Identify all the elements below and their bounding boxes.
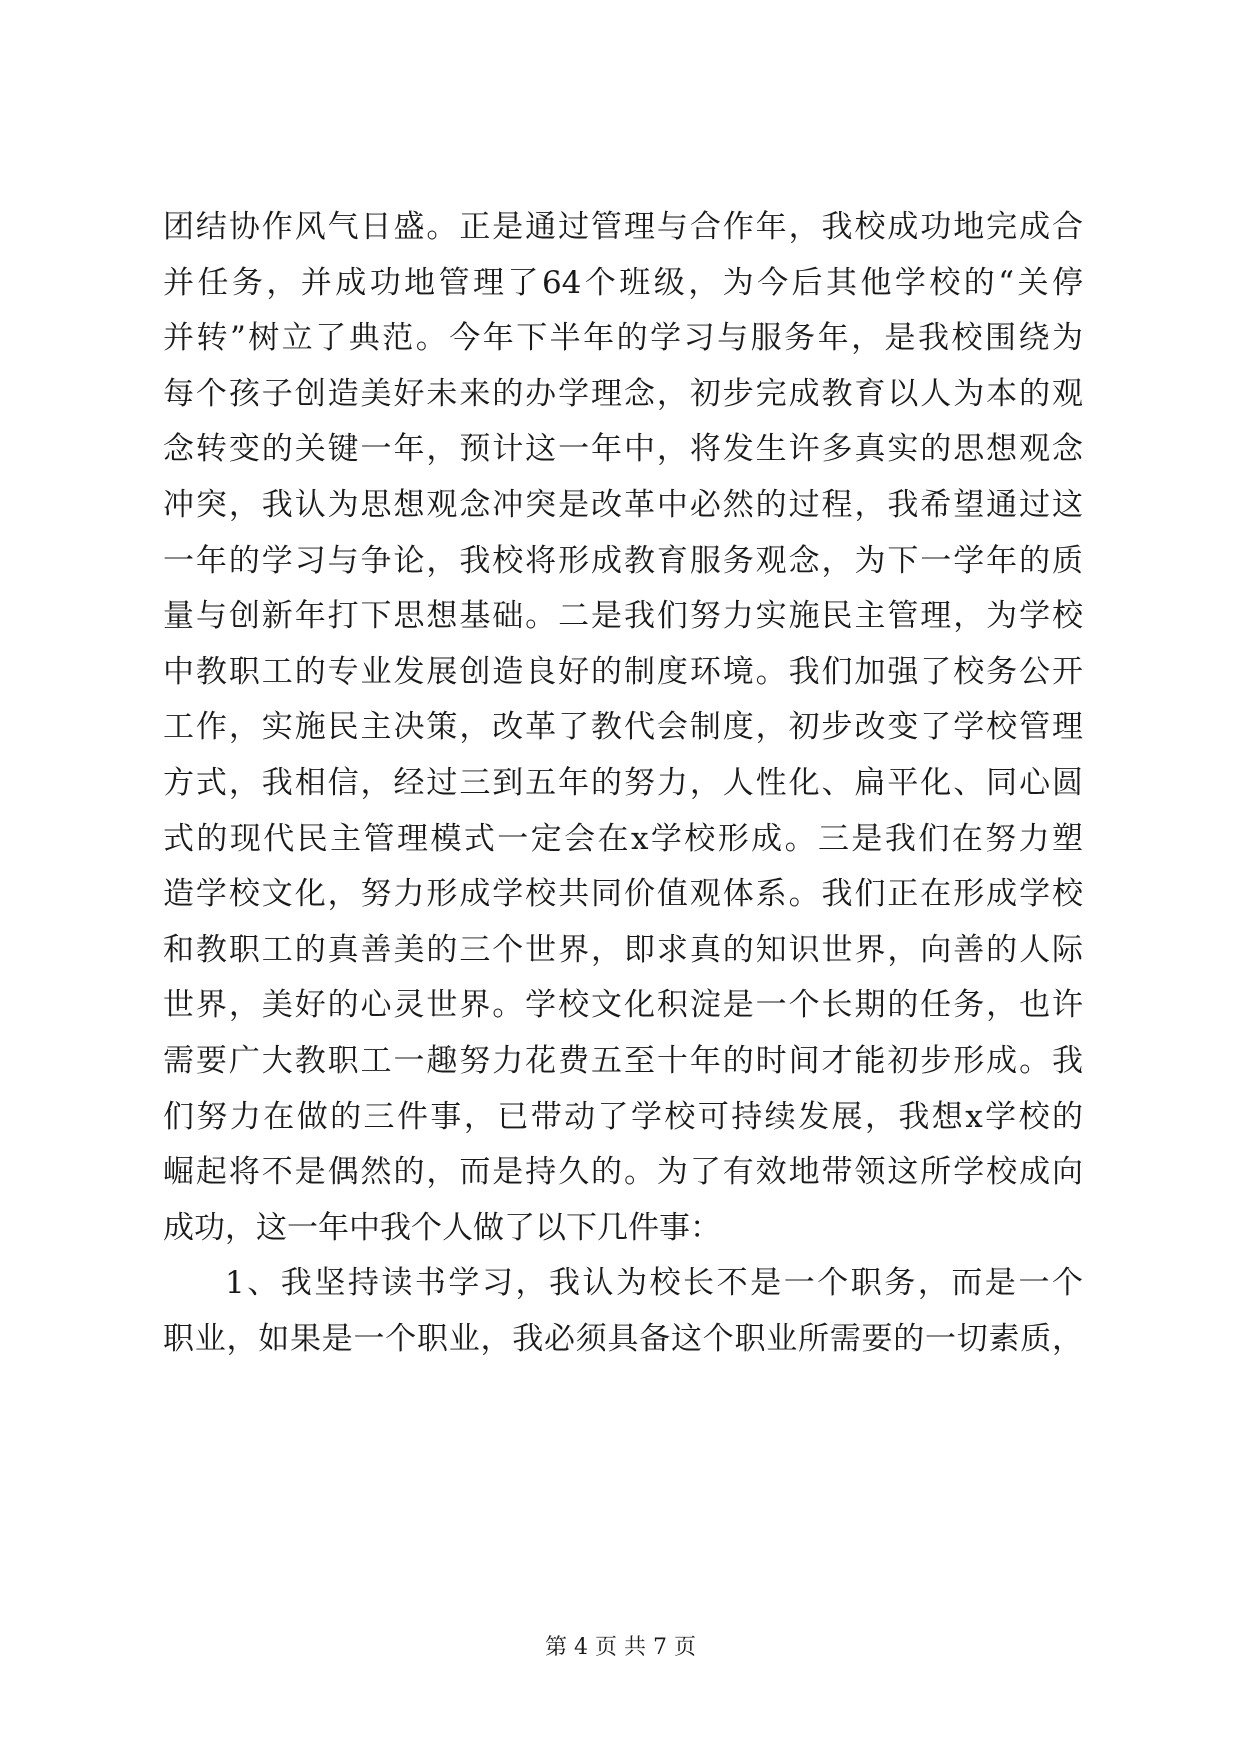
text-line: 世界，美好的心灵世界。学校文化积淀是一个长期的任务，也许 bbox=[163, 987, 1083, 1024]
page-number-footer: 第 4 页 共 7 页 bbox=[545, 1635, 696, 1660]
text-line: 成功，这一年中我个人做了以下几件事： bbox=[163, 1209, 721, 1246]
text-line: 需要广大教职工一趣努力花费五至十年的时间才能初步形成。我 bbox=[163, 1042, 1083, 1079]
text-line: 冲突，我认为思想观念冲突是改革中必然的过程，我希望通过这 bbox=[163, 486, 1083, 523]
text-line: 工作，实施民主决策，改革了教代会制度，初步改变了学校管理 bbox=[163, 709, 1083, 746]
text-line: 团结协作风气日盛。正是通过管理与合作年，我校成功地完成合 bbox=[163, 209, 1083, 245]
text-line: 并转”树立了典范。今年下半年的学习与服务年，是我校围绕为 bbox=[163, 320, 1083, 357]
text-line: 式的现代民主管理模式一定会在x学校形成。三是我们在努力塑 bbox=[163, 820, 1083, 857]
text-line: 念转变的关键一年，预计这一年中，将发生许多真实的思想观念 bbox=[163, 431, 1083, 468]
text-line: 中教职工的专业发展创造良好的制度环境。我们加强了校务公开 bbox=[163, 653, 1083, 690]
text-line: 每个孩子创造美好未来的办学理念，初步完成教育以人为本的观 bbox=[163, 375, 1083, 412]
text-line: 1、我坚持读书学习，我认为校长不是一个职务，而是一个 bbox=[225, 1265, 1083, 1302]
text-line: 们努力在做的三件事，已带动了学校可持续发展，我想x学校的 bbox=[163, 1098, 1083, 1135]
body-text bbox=[163, 200, 1083, 1367]
text-line: 量与创新年打下思想基础。二是我们努力实施民主管理，为学校 bbox=[163, 598, 1083, 635]
text-line: 造学校文化，努力形成学校共同价值观体系。我们正在形成学校 bbox=[163, 876, 1083, 913]
text-line: 职业，如果是一个职业，我必须具备这个职业所需要的一切素质， bbox=[163, 1320, 1083, 1357]
text-line: 方式，我相信，经过三到五年的努力，人性化、扁平化、同心圆 bbox=[163, 764, 1083, 801]
text-line: 并任务，并成功地管理了64个班级，为今后其他学校的“关停 bbox=[163, 264, 1083, 301]
text-line: 崛起将不是偶然的，而是持久的。为了有效地带领这所学校成向 bbox=[163, 1154, 1083, 1191]
text-line: 和教职工的真善美的三个世界，即求真的知识世界，向善的人际 bbox=[163, 931, 1083, 968]
text-line: 一年的学习与争论，我校将形成教育服务观念，为下一学年的质 bbox=[163, 542, 1083, 579]
